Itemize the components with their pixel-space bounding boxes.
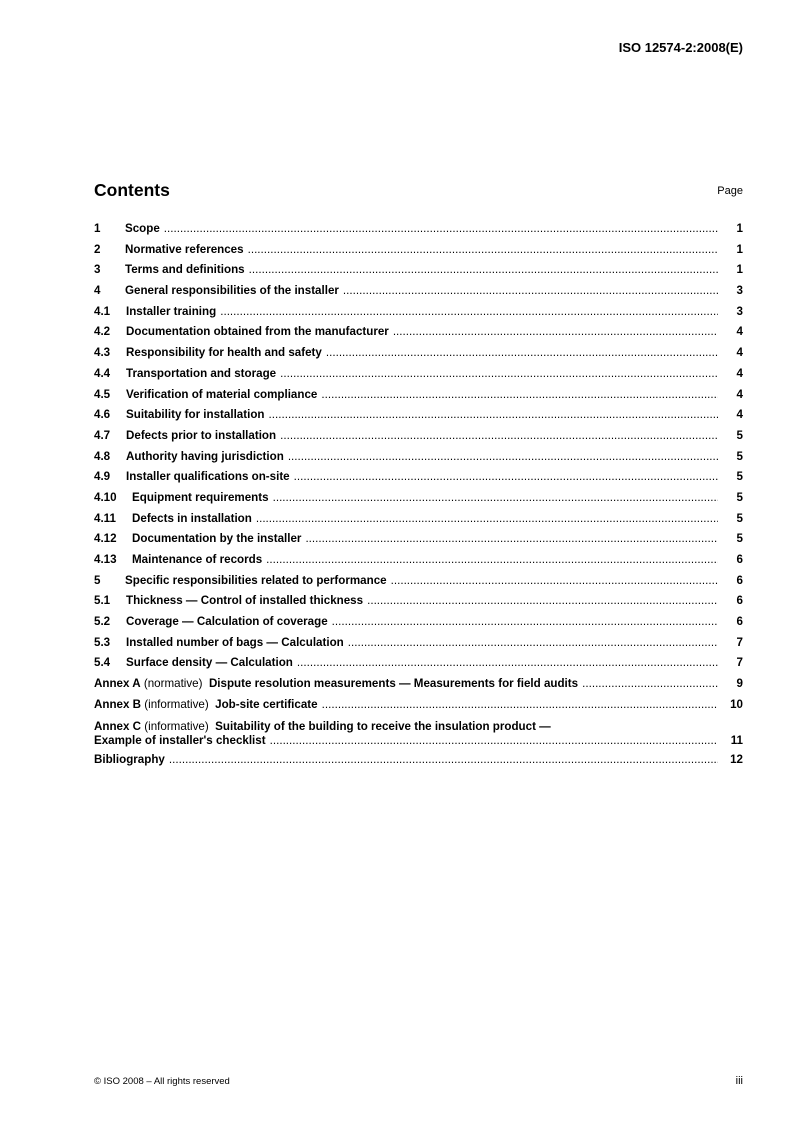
annex-c-title-line2: Example of installer's checklist <box>94 734 266 747</box>
toc-entry-title: Surface density — Calculation <box>126 656 293 670</box>
toc-entry[interactable] <box>94 281 743 302</box>
toc-entry-page: 4 <box>736 408 743 422</box>
toc-entry-page: 4 <box>736 325 743 339</box>
toc-entry-page: 1 <box>736 263 743 277</box>
toc-entry[interactable] <box>94 633 743 654</box>
toc-entry-page: 5 <box>736 511 743 525</box>
toc-entry[interactable] <box>94 571 743 592</box>
toc-entry-title: Installed number of bags — Calculation <box>126 635 344 649</box>
toc-entry[interactable] <box>94 612 743 633</box>
toc-entry[interactable] <box>94 467 743 488</box>
toc-entry-number: 4.3 <box>94 346 111 360</box>
toc-entry[interactable] <box>94 385 743 406</box>
toc-entry-page: 4 <box>736 387 743 401</box>
annex-a-title: Dispute resolution measurements — Measurements for field audits <box>208 677 579 691</box>
toc-entry-title: Transportation and storage <box>126 366 277 380</box>
copyright-notice: © ISO 2008 – All rights reserved <box>94 1076 230 1087</box>
toc-entry-page: 6 <box>736 615 743 629</box>
toc-entry-title: Terms and definitions <box>125 263 245 277</box>
toc-entry-page: 7 <box>736 656 743 670</box>
toc-entry-number: 4.9 <box>94 470 111 484</box>
dot-leader <box>332 612 718 633</box>
annex-c-label: Annex C <box>94 719 142 733</box>
toc-entry-title: Installer training <box>126 304 217 318</box>
toc-entry-title: Suitability for installation <box>126 408 265 422</box>
dot-leader <box>266 550 718 571</box>
dot-leader <box>280 364 718 385</box>
toc-entry-page: 6 <box>736 573 743 587</box>
toc-entry[interactable] <box>94 591 743 612</box>
toc-entry[interactable] <box>94 653 743 674</box>
toc-entry-title: Documentation by the installer <box>132 532 302 546</box>
toc-annex-a[interactable] <box>94 674 743 695</box>
toc-entry-number: 4.4 <box>94 366 111 380</box>
toc-entry[interactable] <box>94 343 743 364</box>
dot-leader <box>582 674 718 695</box>
toc-entry[interactable] <box>94 529 743 550</box>
toc-entry[interactable] <box>94 219 743 240</box>
annex-a-page: 9 <box>736 677 743 691</box>
toc-entry-number: 5.3 <box>94 635 111 649</box>
bibliography-page: 12 <box>730 752 743 766</box>
dot-leader <box>273 488 718 509</box>
dot-leader <box>322 695 718 716</box>
toc-entry[interactable] <box>94 509 743 530</box>
toc-entry-page: 5 <box>736 532 743 546</box>
toc-entry-page: 4 <box>736 346 743 360</box>
annex-b-label: Annex B <box>94 697 142 711</box>
toc-bibliography[interactable] <box>94 750 743 771</box>
toc-entry-title: Responsibility for health and safety <box>126 346 322 360</box>
toc-entry-page: 7 <box>736 635 743 649</box>
toc-entry-number: 4.7 <box>94 428 111 442</box>
contents-heading: Contents <box>94 180 170 200</box>
dot-leader <box>220 302 718 323</box>
toc-entry-number: 4.11 <box>94 511 116 525</box>
dot-leader <box>269 405 719 426</box>
toc-entry[interactable] <box>94 405 743 426</box>
dot-leader <box>164 219 718 240</box>
toc-entry-page: 1 <box>736 242 743 256</box>
toc-entry-title: Authority having jurisdiction <box>126 449 284 463</box>
bibliography-title: Bibliography <box>94 752 165 766</box>
toc-entry-page: 5 <box>736 428 743 442</box>
toc-entry-number: 4.5 <box>94 387 111 401</box>
page-number: iii <box>735 1075 743 1087</box>
dot-leader <box>391 571 718 592</box>
toc-annex-c[interactable] <box>94 716 743 750</box>
toc-entry-number: 1 <box>94 222 101 235</box>
toc-entry-page: 5 <box>736 470 743 484</box>
dot-leader <box>348 633 718 654</box>
dot-leader <box>169 750 718 771</box>
document-id: ISO 12574-2:2008(E) <box>618 40 743 55</box>
dot-leader <box>367 591 718 612</box>
toc-entry-number: 4.1 <box>94 304 111 318</box>
dot-leader <box>288 447 718 468</box>
annex-b-qualifier: (informative) <box>144 697 209 711</box>
annex-c-title: Suitability of the building to receive the insulation product — <box>215 719 551 733</box>
toc-entry-page: 3 <box>736 284 743 298</box>
toc-entry-page: 6 <box>736 553 743 566</box>
dot-leader <box>297 653 718 674</box>
toc-entry-title: Coverage — Calculation of coverage <box>126 615 328 629</box>
toc-entry-title: Defects prior to installation <box>126 428 277 442</box>
dot-leader <box>270 734 718 749</box>
dot-leader <box>393 322 718 343</box>
toc-entry-number: 4 <box>94 284 101 298</box>
dot-leader <box>249 260 718 281</box>
toc-entry-title: Equipment requirements <box>132 490 269 504</box>
toc-entry-title: Verification of material compliance <box>126 387 318 401</box>
toc-entry[interactable] <box>94 260 743 281</box>
toc-entry-title: Documentation obtained from the manufacturer <box>126 325 389 339</box>
toc-entry-title: Normative references <box>125 242 244 256</box>
toc-entry-title: Specific responsibilities related to performance <box>125 573 387 587</box>
toc-entry-number: 4.2 <box>94 325 111 339</box>
toc-entry-title: Thickness — Control of installed thickness <box>126 594 364 608</box>
dot-leader <box>294 467 718 488</box>
dot-leader <box>280 426 718 447</box>
page-column-label: Page <box>717 185 743 197</box>
toc-entry[interactable] <box>94 240 743 261</box>
toc-entry-number: 5.4 <box>94 656 111 670</box>
toc-entry[interactable] <box>94 447 743 468</box>
toc-entry-title: General responsibilities of the installer <box>125 284 339 298</box>
toc-entry-page: 1 <box>736 222 743 235</box>
annex-a-label: Annex A <box>94 677 141 691</box>
dot-leader <box>248 240 718 261</box>
toc-entry-number: 4.10 <box>94 490 117 504</box>
annex-a-qualifier: (normative) <box>143 677 203 691</box>
toc-annex-b[interactable] <box>94 695 743 716</box>
toc-entry[interactable] <box>94 550 743 571</box>
toc-entry-number: 4.8 <box>94 449 111 463</box>
toc-entry-page: 3 <box>736 304 743 318</box>
toc-entry-page: 5 <box>736 490 743 504</box>
dot-leader <box>305 529 718 550</box>
annex-b-page: 10 <box>730 697 743 711</box>
toc-entry-number: 4.6 <box>94 408 111 422</box>
toc-entry-number: 4.13 <box>94 553 117 566</box>
toc-entry[interactable] <box>94 426 743 447</box>
toc-entry-number: 5 <box>94 573 101 587</box>
toc-entry-title: Scope <box>125 222 160 235</box>
toc-entry-page: 4 <box>736 366 743 380</box>
toc-entry-title: Defects in installation <box>132 511 252 525</box>
toc-clauses <box>94 219 743 674</box>
toc-entry-number: 4.12 <box>94 532 117 546</box>
toc-entry[interactable] <box>94 302 743 323</box>
dot-leader <box>321 385 718 406</box>
table-of-contents <box>94 219 743 770</box>
toc-entry-number: 2 <box>94 242 101 256</box>
annex-c-page: 11 <box>730 734 743 747</box>
toc-entry[interactable] <box>94 322 743 343</box>
dot-leader <box>256 509 718 530</box>
annex-b-title: Job-site certificate <box>215 697 318 711</box>
toc-entry[interactable] <box>94 488 743 509</box>
toc-entry-page: 5 <box>736 449 743 463</box>
dot-leader <box>326 343 718 364</box>
toc-entry-title: Installer qualifications on-site <box>126 470 290 484</box>
toc-entry[interactable] <box>94 364 743 385</box>
dot-leader <box>343 281 718 302</box>
annex-c-qualifier: (informative) <box>144 719 209 733</box>
toc-entry-number: 3 <box>94 263 101 277</box>
toc-entry-number: 5.1 <box>94 594 111 608</box>
toc-entry-title: Maintenance of records <box>132 553 263 566</box>
toc-entry-page: 6 <box>736 594 743 608</box>
toc-entry-number: 5.2 <box>94 615 111 629</box>
